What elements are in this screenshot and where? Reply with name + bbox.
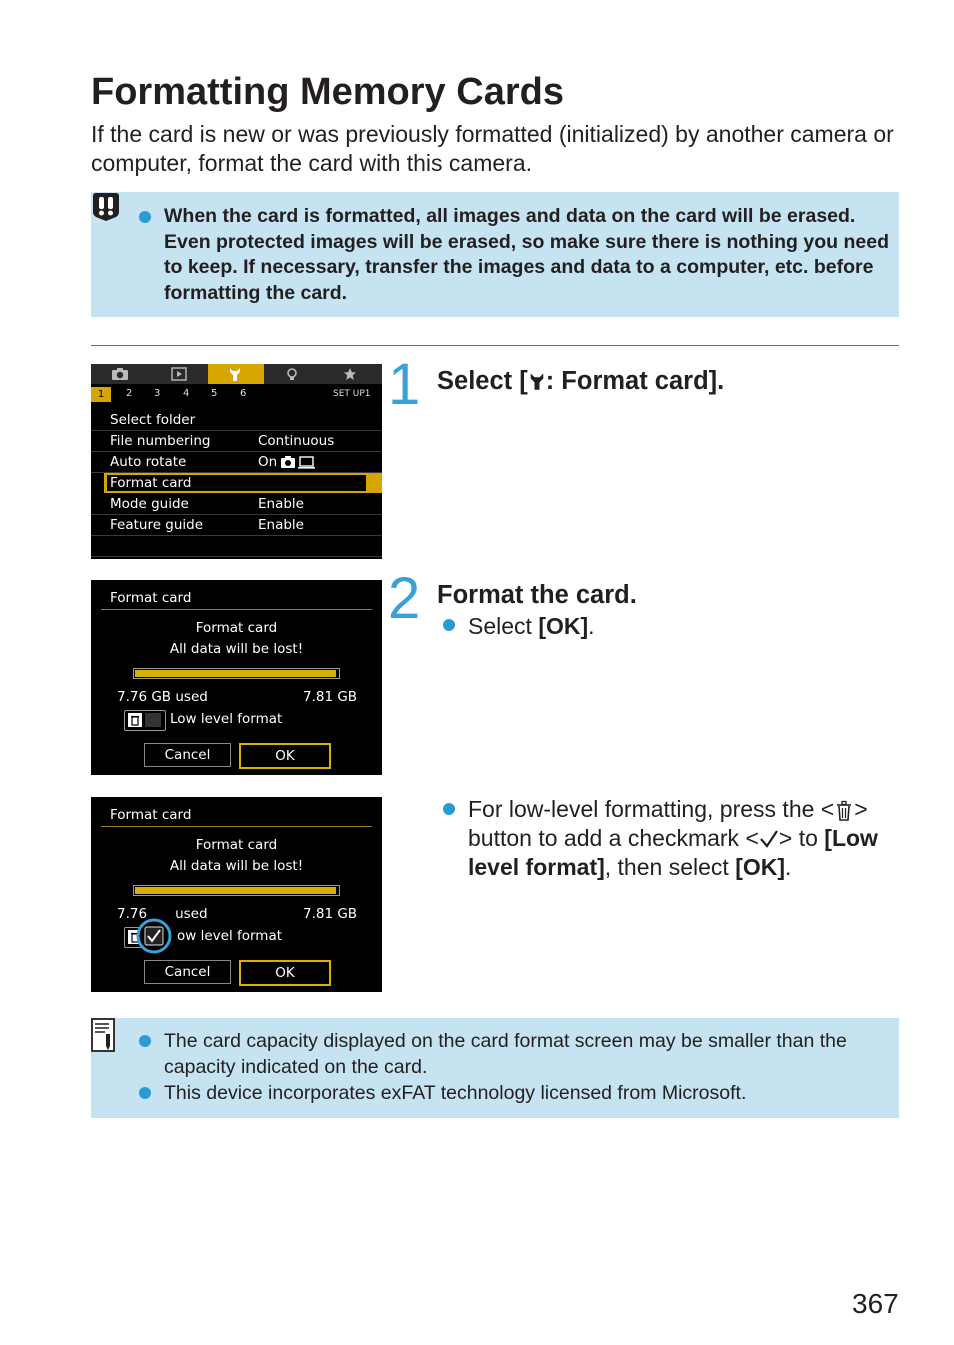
text-fragment: . [785,854,792,880]
row-value: Enable [258,517,304,533]
usage-bar [133,668,340,679]
caution-text: When the card is formatted, all images and data on the card will be erased. Even protected images will be erased, so make sure there is nothing you need to keep. If necessary, transfer the images and data to a computer, etc. before formatting the card. [164,205,889,305]
row-label: Format card [110,475,192,491]
row-value: On [258,454,278,470]
row-value: Continuous [258,433,335,449]
note-list [164,1028,884,1106]
text-fragment: , then select [604,854,736,880]
dialog-title: Format card [195,837,278,853]
divider [91,345,899,346]
camera-tab-icon [111,367,129,381]
ok-button[interactable]: OK [239,743,331,769]
bullet-icon [139,211,151,223]
note-item: This device incorporates exFAT technology licensed from Microsoft. [164,1082,747,1104]
menu-row-empty [91,536,382,557]
tab-number-row [91,384,382,404]
tab-number[interactable]: 6 [240,388,247,399]
tab-number[interactable]: 2 [126,388,133,399]
checkmark-highlight-icon [136,918,172,954]
bullet-icon [139,1087,151,1099]
star-tab-icon [343,367,357,381]
step1-title-suffix: : Format card]. [545,367,725,395]
custom-tab-icon [285,367,299,381]
menu-row-file-numbering[interactable] [91,431,382,452]
usage-bar-fill [135,887,336,894]
camera-computer-icon [280,455,316,469]
set-up-label: SET UP1 [333,389,371,399]
memo-icon [91,1018,117,1054]
cancel-button[interactable]: Cancel [144,960,231,984]
step1-title-prefix: Select [ [437,367,528,395]
header-line [101,826,372,827]
intro-text: If the card is new or was previously formatted (initialized) by another camera or computer, format the card with this camera. [91,121,894,176]
wrench-icon [228,366,242,382]
text-fragment: > button to add a checkmark < [468,796,868,851]
note-item: The card capacity displayed on the card format screen may be smaller than the capacity indicated on the card. [164,1030,847,1078]
step2-title: Format the card. [437,581,637,609]
step1-title [437,366,724,396]
tab-number[interactable]: 3 [154,388,161,399]
menu-row-auto-rotate[interactable] [91,452,382,473]
caution-icon [91,192,121,222]
used-capacity: 7.76 GB used [117,689,208,705]
ok-reference: [OK] [538,613,589,639]
warning-text: All data will be lost! [169,641,304,657]
text-fragment: For low-level formatting, press the < [468,796,835,822]
row-value: Enable [258,496,304,512]
warning-text: All data will be lost! [169,858,304,874]
text-fragment: . [588,613,595,639]
usage-bar [133,885,340,896]
menu-row-format-card[interactable] [91,473,382,493]
step2-bullet [468,612,595,641]
total-capacity: 7.81 GB [303,689,358,705]
total-capacity: 7.81 GB [303,906,358,922]
step-number: 1 [388,352,421,417]
setup-tab-active [208,364,264,384]
ok-reference: [OK] [735,854,786,880]
row-label: File numbering [110,433,211,449]
ok-button[interactable]: OK [239,960,331,986]
used-tail: used [175,906,208,922]
note-box [91,1018,899,1118]
bullet-icon [443,619,455,631]
menu-screen [91,364,382,559]
trash-icon [128,713,142,727]
menu-row-feature-guide[interactable] [91,515,382,536]
step-number: 2 [388,566,421,631]
caution-box [91,192,899,317]
tab-number[interactable]: 5 [211,388,218,399]
checkbox-box [145,713,161,727]
low-level-label: Low level format [170,711,283,727]
playback-tab-icon [171,367,187,381]
tab-number-active[interactable]: 1 [91,387,111,402]
tab-number[interactable]: 4 [183,388,190,399]
screen-header: Format card [110,807,192,823]
used-number: 7.76 [117,906,148,922]
low-level-reference: [Low level format] [468,825,878,880]
menu-row-mode-guide[interactable] [91,494,382,515]
checkmark-icon [759,829,779,849]
menu-row-select-folder[interactable] [91,410,382,431]
wrench-icon [528,371,546,391]
page-number: 367 [852,1288,899,1319]
row-label: Feature guide [110,517,204,533]
tab-bar [91,364,382,384]
row-label: Auto rotate [110,454,187,470]
low-level-checkbox[interactable] [124,710,166,731]
trash-icon [834,800,854,822]
row-label: Mode guide [110,496,189,512]
header-line [101,609,372,610]
page-title: Formatting Memory Cards [91,71,564,113]
bullet-icon [139,1035,151,1047]
usage-bar-fill [135,670,336,677]
bullet-icon [443,803,455,815]
screen-header: Format card [110,590,192,606]
low-level-instructions [468,795,908,882]
text-fragment: Select [468,613,539,639]
text-fragment: > to [778,825,825,851]
low-level-label: ow level format [177,928,283,944]
format-screen-checked [91,797,382,992]
format-screen [91,580,382,775]
cancel-button[interactable]: Cancel [144,743,231,767]
dialog-title: Format card [195,620,278,636]
row-label: Select folder [110,412,196,428]
